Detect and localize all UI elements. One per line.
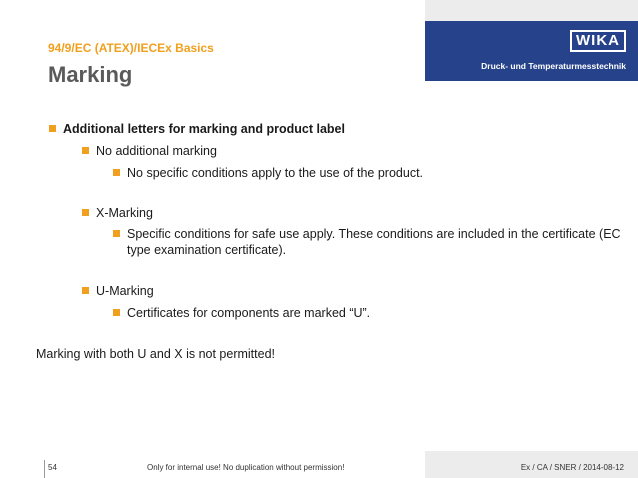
- bullet-square-icon: [113, 230, 120, 237]
- bullet-square-icon: [82, 287, 89, 294]
- bullet-text: Certificates for components are marked “U”.: [127, 306, 371, 320]
- bullet-square-icon: [113, 309, 120, 316]
- footer-doc-ref: Ex / CA / SNER / 2014-08-12: [520, 463, 624, 472]
- bullet-u-marking-detail: [127, 305, 370, 321]
- bullet-square-icon: [113, 169, 120, 176]
- bullet-level1: [63, 121, 345, 137]
- bullet-x-marking: [96, 205, 153, 221]
- bullet-square-icon: [82, 147, 89, 154]
- bullet-square-icon: [49, 125, 56, 132]
- bullet-text: Additional letters for marking and product label: [63, 122, 345, 136]
- bullet-u-marking: [96, 283, 154, 299]
- closing-note: Marking with both U and X is not permitted!: [36, 347, 276, 361]
- bullet-text-line1: Specific conditions for safe use apply. These conditions are included in the certificate (EC: [127, 227, 621, 241]
- bullet-no-marking-detail: [127, 165, 423, 181]
- footer-divider: [44, 460, 45, 478]
- bullet-text: No specific conditions apply to the use of the product.: [127, 166, 424, 180]
- slide-subtitle: 94/9/EC (ATEX)/IECEx Basics: [48, 41, 214, 55]
- bullet-square-icon: [82, 209, 89, 216]
- slide-title: Marking: [48, 62, 133, 87]
- bullet-text-line2: type examination certificate).: [127, 243, 287, 257]
- bullet-text: X-Marking: [96, 206, 153, 220]
- brand-tagline: Druck- und Temperaturmesstechnik: [481, 61, 626, 71]
- bullet-no-marking: [96, 143, 217, 159]
- bullet-x-marking-detail-cont: [127, 242, 286, 258]
- bullet-x-marking-detail: [127, 226, 621, 242]
- bullet-text: U-Marking: [96, 284, 154, 298]
- bullet-text: No additional marking: [96, 144, 217, 158]
- wika-logo: WIKA: [570, 30, 626, 52]
- page-number: 54: [48, 463, 57, 472]
- footer-notice: Only for internal use! No duplication without permission!: [147, 463, 345, 472]
